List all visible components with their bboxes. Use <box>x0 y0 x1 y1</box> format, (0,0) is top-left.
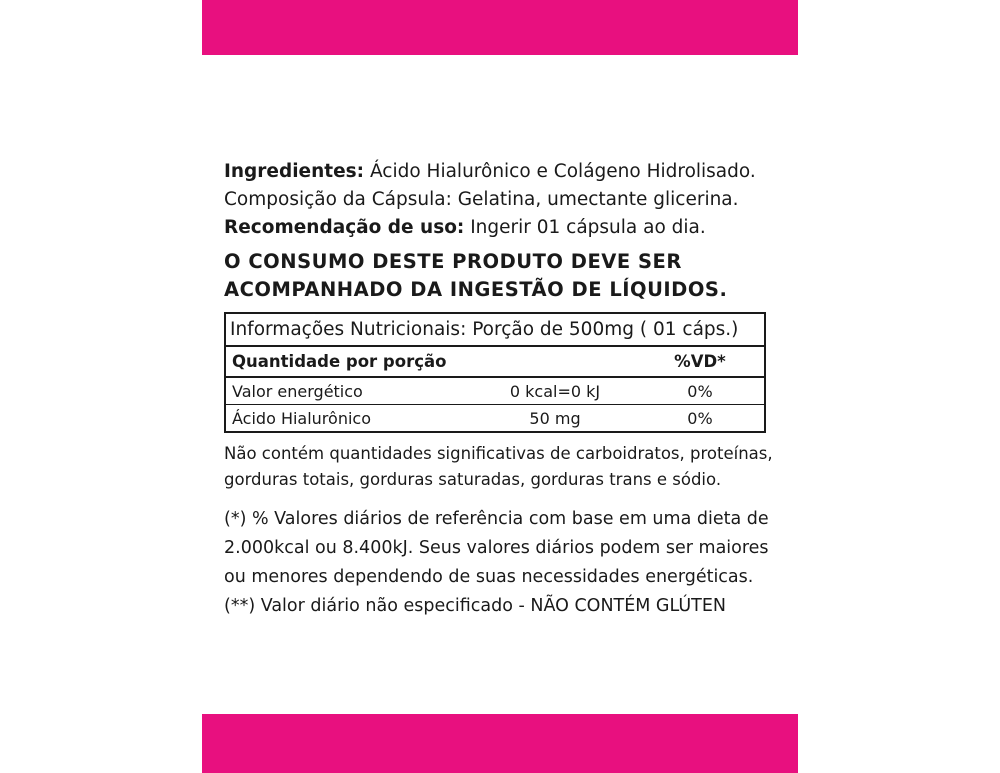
table-row <box>226 405 764 431</box>
label-content <box>224 158 774 621</box>
daily-values-footnote <box>224 505 774 621</box>
recommendation-label: Recomendação de uso: <box>224 217 465 238</box>
header-quantity: Quantidade por porção <box>232 352 447 371</box>
nutrient-vd: 0% <box>687 381 713 401</box>
nutrient-amount: 0 kcal=0 kJ <box>509 381 601 401</box>
ingredients-line <box>224 158 774 186</box>
nutrient-name: Ácido Hialurônico <box>232 408 371 428</box>
recommendation-text: Ingerir 01 cápsula ao dia. <box>464 217 706 238</box>
nutrition-table <box>224 312 766 433</box>
warning-line-2: ACOMPANHADO DA INGESTÃO DE LÍQUIDOS. <box>224 278 728 301</box>
top-accent-band <box>202 0 798 55</box>
footnote-line-1: (*) % Valores diários de referência com base em uma dieta de <box>224 509 769 529</box>
footnote-line-2: 2.000kcal ou 8.400kJ. Seus valores diários podem ser maiores <box>224 538 769 558</box>
recommendation-line <box>224 214 774 242</box>
capsule-composition: Composição da Cápsula: Gelatina, umectante glicerina. <box>224 189 739 210</box>
note-line-1: Não contém quantidades significativas de carboidratos, proteínas, <box>224 444 773 463</box>
nutrition-note <box>224 441 774 493</box>
footnote-line-3: ou menores dependendo de suas necessidades energéticas. <box>224 567 754 587</box>
warning-line-1: O CONSUMO DESTE PRODUTO DEVE SER <box>224 250 682 273</box>
header-vd: %VD* <box>674 352 726 371</box>
table-row <box>226 378 764 405</box>
nutrient-amount: 50 mg <box>529 408 581 428</box>
product-label <box>202 0 798 773</box>
bottom-accent-band <box>202 714 798 773</box>
nutrient-vd: 0% <box>687 408 713 428</box>
ingredients-text: Ácido Hialurônico e Colágeno Hidrolisado. <box>364 161 756 182</box>
liquid-warning <box>224 248 774 304</box>
nutrient-name: Valor energético <box>232 381 363 401</box>
ingredients-label: Ingredientes: <box>224 161 365 182</box>
footnote-line-4: (**) Valor diário não especificado - NÃO CONTÉM GLÚTEN <box>224 596 727 616</box>
note-line-2: gorduras totais, gorduras saturadas, gorduras trans e sódio. <box>224 470 722 489</box>
nutrition-title: Informações Nutricionais: Porção de 500mg ( 01 cáps.) <box>226 314 764 347</box>
ingredients-block <box>224 158 774 242</box>
nutrition-header-row <box>226 347 764 378</box>
